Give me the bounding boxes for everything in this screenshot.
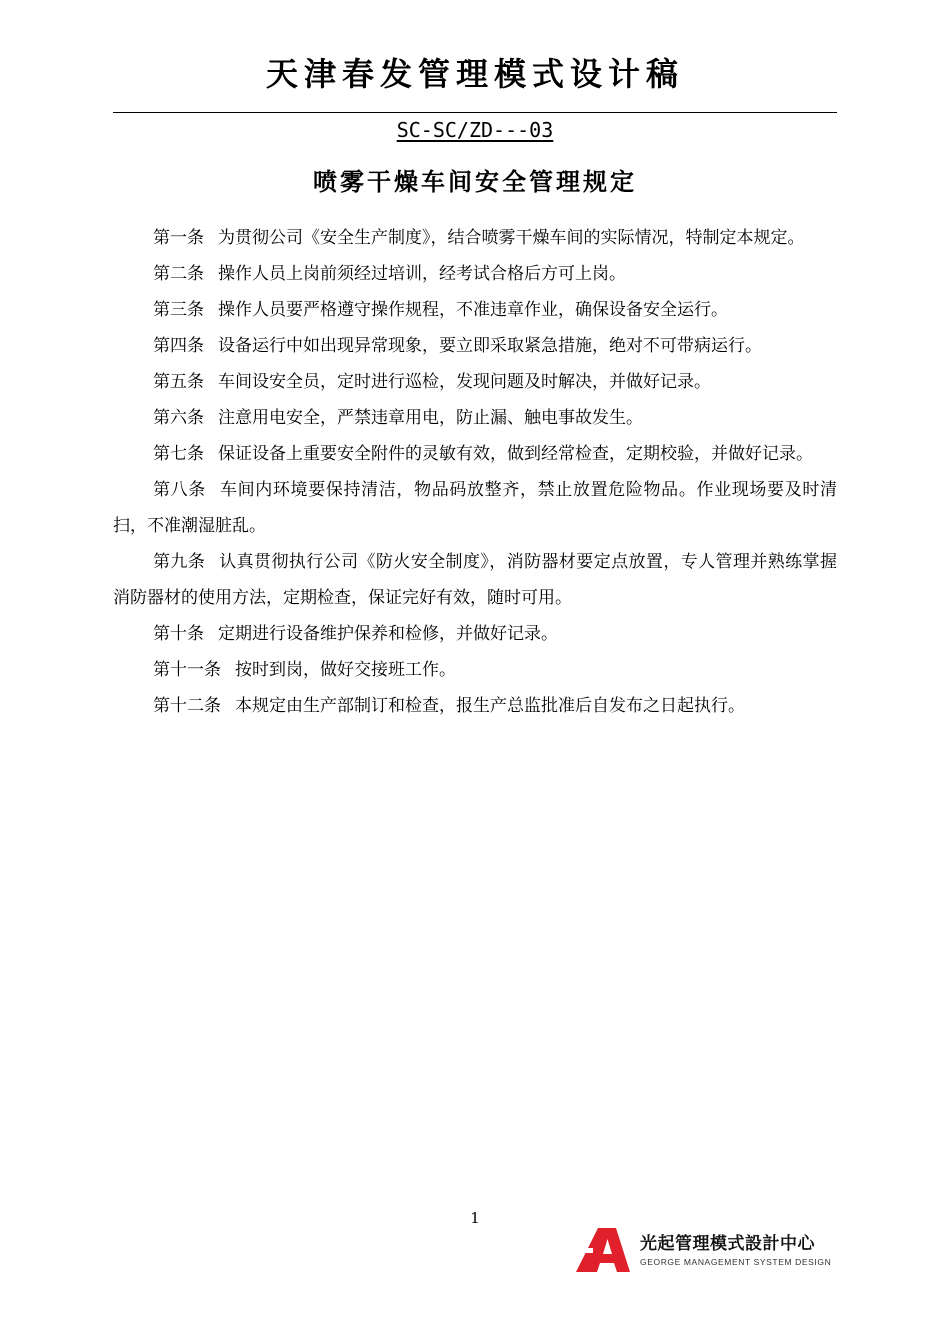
article-text: 车间内环境要保持清洁，物品码放整齐，禁止放置危险物品。作业现场要及时清扫，不准潮湿脏乱。 [113,480,838,536]
article-number: 第三条 [153,300,204,320]
logo-name-chinese: 光起管理模式設計中心 [640,1234,815,1254]
article-number: 第七条 [153,444,204,464]
article-number: 第十二条 [153,696,221,716]
article-text: 定期进行设备维护保养和检修，并做好记录。 [218,624,558,644]
article-text: 车间设安全员，定时进行巡检，发现问题及时解决，并做好记录。 [218,372,711,392]
article-text: 按时到岗，做好交接班工作。 [235,660,456,680]
article-item [113,472,837,544]
article-item [113,436,837,472]
article-number: 第二条 [153,264,204,284]
document-code-text: SC-SC/ZD---03 [396,118,554,142]
article-text: 保证设备上重要安全附件的灵敏有效，做到经常检查，定期校验，并做好记录。 [218,444,813,464]
document-code [0,116,950,144]
article-list [113,220,837,724]
article-item [113,616,837,652]
article-text: 操作人员要严格遵守操作规程，不准违章作业，确保设备安全运行。 [218,300,728,320]
article-item [113,544,837,616]
article-number: 第十一条 [153,660,221,680]
article-text: 操作人员上岗前须经过培训，经考试合格后方可上岗。 [218,264,626,284]
article-item [113,400,837,436]
article-text: 本规定由生产部制订和检查，报生产总监批准后自发布之日起执行。 [235,696,745,716]
article-text: 设备运行中如出现异常现象，要立即采取紧急措施，绝对不可带病运行。 [218,336,762,356]
header-divider [113,112,837,113]
logo-name-english: GEORGE MANAGEMENT SYSTEM DESIGN [640,1257,832,1267]
article-number: 第八条 [153,480,206,500]
company-logo [576,1228,838,1272]
article-number: 第六条 [153,408,204,428]
article-number: 第五条 [153,372,204,392]
article-number: 第十条 [153,624,204,644]
article-text: 为贯彻公司《安全生产制度》，结合喷雾干燥车间的实际情况，特制定本规定。 [218,228,805,248]
article-number: 第一条 [153,228,204,248]
header-title: 天津春发管理模式设计稿 [265,55,684,93]
article-item [113,328,837,364]
article-item [113,292,837,328]
letter-a-logo-icon [576,1228,634,1272]
article-item [113,652,837,688]
article-item [113,364,837,400]
article-item [113,688,837,724]
article-text: 注意用电安全，严禁违章用电，防止漏、触电事故发生。 [218,408,643,428]
article-item [113,256,837,292]
article-text: 认真贯彻执行公司《防火安全制度》，消防器材要定点放置，专人管理并熟练掌握消防器材的使用方法，定期检查，保证完好有效，随时可用。 [113,552,838,608]
article-number: 第四条 [153,336,204,356]
page-number: 1 [470,1209,480,1227]
document-title: 喷雾干燥车间安全管理规定 [313,168,637,196]
article-item [113,220,837,256]
article-number: 第九条 [153,552,206,572]
